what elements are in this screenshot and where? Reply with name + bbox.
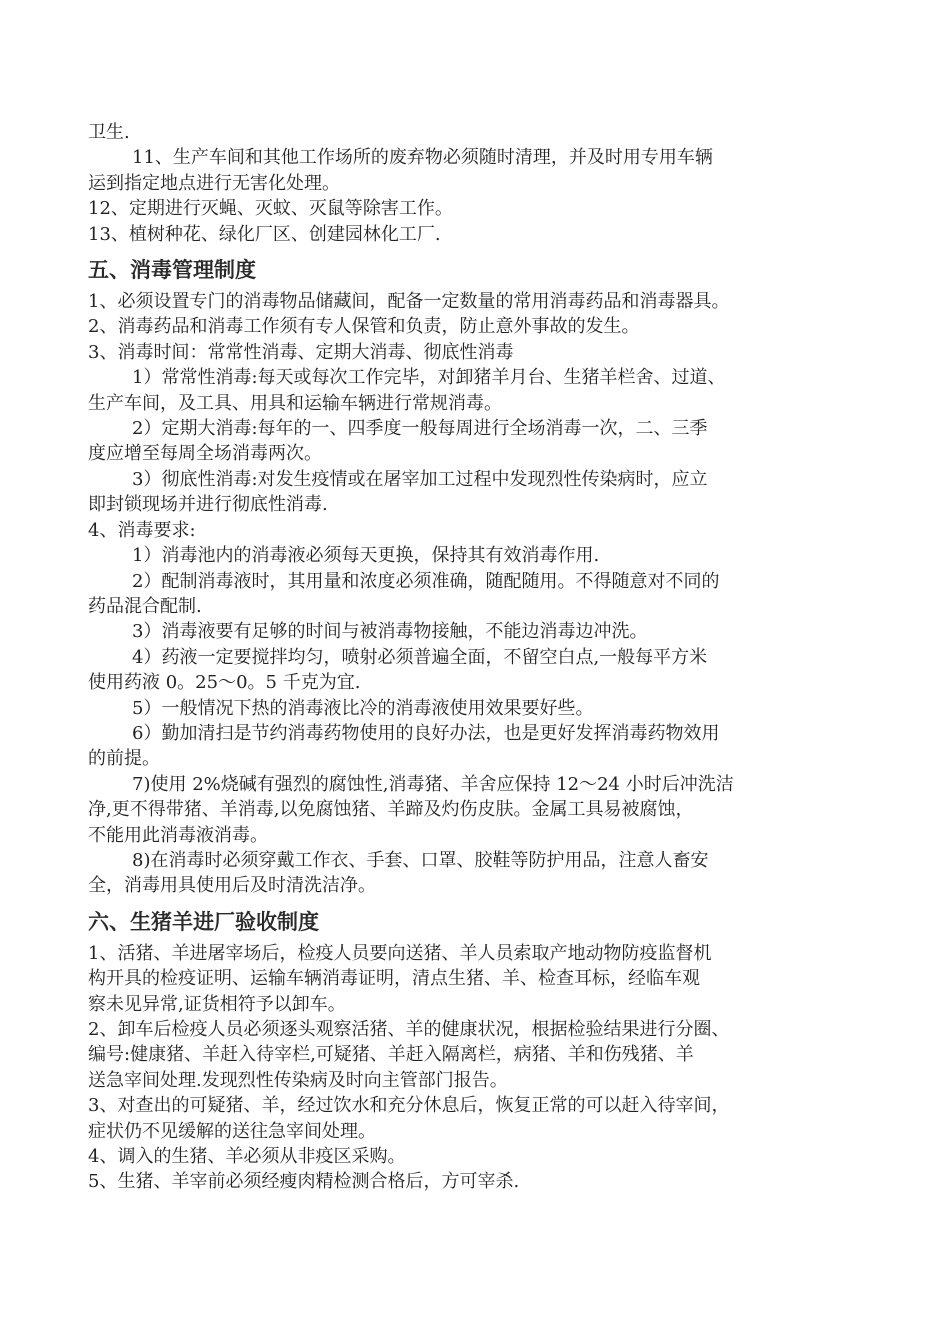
text-line: 使用药液 0。25～0。5 千克为宜. bbox=[88, 672, 361, 694]
text-line: 2、消毒药品和消毒工作须有专人保管和负责，防止意外事故的发生。 bbox=[88, 316, 640, 338]
text-line: 3）彻底性消毒:对发生疫情或在屠宰加工过程中发现烈性传染病时，应立 bbox=[132, 468, 708, 490]
text-line: 4、调入的生猪、羊必须从非疫区采购。 bbox=[88, 1146, 406, 1168]
text-line: 3）消毒液要有足够的时间与被消毒物接触，不能边消毒边冲洗。 bbox=[132, 621, 648, 643]
text-line: 7)使用 2%烧碱有强烈的腐蚀性,消毒猪、羊舍应保持 12～24 小时后冲洗洁 bbox=[132, 773, 734, 795]
text-line: 4）药液一定要搅拌均匀，喷射必须普遍全面，不留空白点,一般每平方米 bbox=[132, 646, 708, 668]
text-line: 1）常常性消毒:每天或每次工作完毕，对卸猪羊月台、生猪羊栏舍、过道、 bbox=[132, 367, 726, 389]
section-heading-livestock-intake: 六、生猪羊进厂验收制度 bbox=[88, 909, 319, 934]
section-heading-disinfection: 五、消毒管理制度 bbox=[88, 258, 256, 283]
intro-block bbox=[88, 120, 878, 247]
text-line: 12、定期进行灭蝇、灭蚊、灭鼠等除害工作。 bbox=[88, 198, 453, 220]
section-body-disinfection bbox=[88, 289, 878, 899]
text-line: 1、活猪、羊进屠宰场后，检疫人员要向送猪、羊人员索取产地动物防疫监督机 bbox=[88, 942, 712, 964]
text-line: 送急宰间处理.发现烈性传染病及时向主管部门报告。 bbox=[88, 1069, 508, 1091]
text-line: 13、植树种花、绿化厂区、创建园林化工厂. bbox=[88, 223, 441, 245]
text-line: 3、消毒时间：常常性消毒、定期大消毒、彻底性消毒 bbox=[88, 341, 514, 363]
text-line: 不能用此消毒液消毒。 bbox=[88, 824, 268, 846]
text-line: 6）勤加清扫是节约消毒药物使用的良好办法，也是更好发挥消毒药物效用 bbox=[132, 722, 720, 744]
text-line: 度应增至每周全场消毒两次。 bbox=[88, 443, 322, 465]
text-line: 2）配制消毒液时，其用量和浓度必须准确，随配随用。不得随意对不同的 bbox=[132, 570, 720, 592]
text-line: 即封锁现场并进行彻底性消毒. bbox=[88, 494, 328, 516]
document-body bbox=[88, 120, 878, 1195]
text-line: 3、对查出的可疑猪、羊，经过饮水和充分休息后，恢复正常的可以赶入待宰间， bbox=[88, 1095, 730, 1117]
section-body-livestock-intake bbox=[88, 941, 878, 1195]
text-line: 全，消毒用具使用后及时清洗洁净。 bbox=[88, 875, 376, 897]
text-line: 运到指定地点进行无害化处理。 bbox=[88, 172, 340, 194]
text-line: 净,更不得带猪、羊消毒,以免腐蚀猪、羊蹄及灼伤皮肤。金属工具易被腐蚀， bbox=[88, 799, 694, 821]
text-line: 8)在消毒时必须穿戴工作衣、手套、口罩、胶鞋等防护用品，注意人畜安 bbox=[132, 849, 709, 871]
text-line: 5）一般情况下热的消毒液比冷的消毒液使用效果要好些。 bbox=[132, 697, 594, 719]
text-line: 卫生. bbox=[88, 122, 130, 143]
text-line: 2）定期大消毒:每年的一、四季度一般每周进行全场消毒一次，二、三季 bbox=[132, 418, 708, 440]
text-line: 2、卸车后检疫人员必须逐头观察活猪、羊的健康状况，根据检验结果进行分圈、 bbox=[88, 1019, 730, 1040]
text-line: 生产车间，及工具、用具和运输车辆进行常规消毒。 bbox=[88, 392, 502, 414]
text-line: 的前提。 bbox=[88, 748, 160, 770]
text-line: 1）消毒池内的消毒液必须每天更换，保持其有效消毒作用. bbox=[132, 545, 600, 567]
text-line: 编号:健康猪、羊赶入待宰栏,可疑猪、羊赶入隔离栏，病猪、羊和伤残猪、羊 bbox=[88, 1044, 694, 1066]
text-line: 察未见异常,证货相符予以卸车。 bbox=[88, 993, 346, 1015]
text-line: 症状仍不见缓解的送往急宰间处理。 bbox=[88, 1120, 376, 1142]
text-line: 构开具的检疫证明、运输车辆消毒证明，清点生猪、羊、检查耳标，经临车观 bbox=[88, 968, 700, 990]
text-line: 5、生猪、羊宰前必须经瘦肉精检测合格后，方可宰杀. bbox=[88, 1171, 520, 1193]
text-line: 4、消毒要求: bbox=[88, 519, 196, 541]
text-line: 药品混合配制. bbox=[88, 595, 202, 617]
text-line: 11、生产车间和其他工作场所的废弃物必须随时清理，并及时用专用车辆 bbox=[132, 147, 713, 169]
text-line: 1、必须设置专门的消毒物品储藏间，配备一定数量的常用消毒药品和消毒器具。 bbox=[88, 291, 730, 313]
